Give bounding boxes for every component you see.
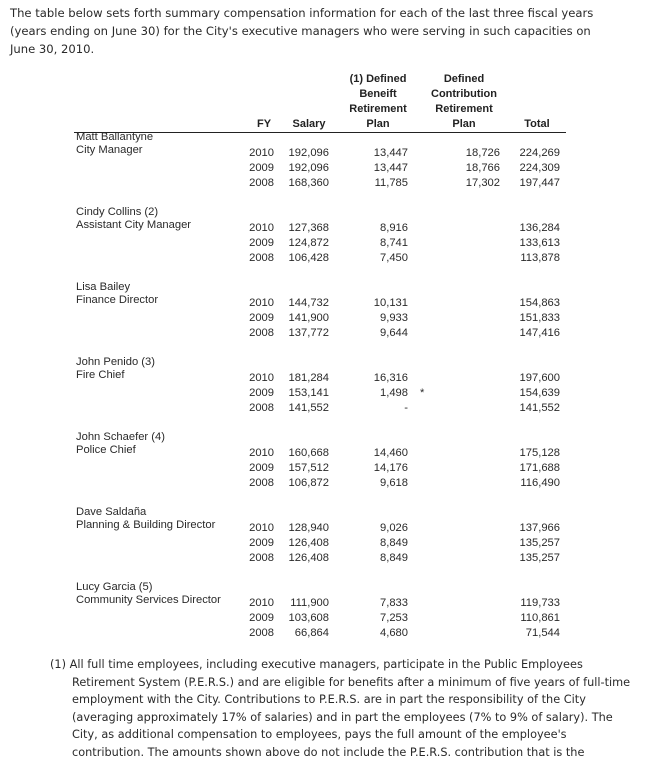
header-defined-benefit-line: Beneift: [359, 88, 397, 100]
fy-cell: 2009: [249, 237, 274, 249]
fy-cell: 2010: [249, 372, 274, 384]
executive-name: Matt Ballantyne: [76, 131, 154, 143]
salary-cell: 111,900: [290, 597, 329, 609]
total-cell: 197,600: [519, 372, 560, 384]
fy-cell: 2008: [249, 327, 274, 339]
executive-block: [0, 281, 652, 347]
salary-cell: 144,732: [288, 297, 329, 309]
salary-cell: 141,900: [288, 312, 329, 324]
fy-cell: 2010: [249, 147, 274, 159]
defined-contribution-cell: 18,726: [465, 147, 500, 159]
defined-benefit-cell: 7,253: [380, 612, 408, 624]
total-cell: 154,863: [519, 297, 560, 309]
defined-benefit-cell: 8,849: [380, 552, 408, 564]
executive-name: Lucy Garcia (5): [76, 581, 153, 593]
fy-cell: 2010: [249, 597, 274, 609]
salary-cell: 106,872: [288, 477, 329, 489]
table-row: [0, 311, 652, 326]
table-row: [0, 236, 652, 251]
salary-cell: 106,428: [288, 252, 329, 264]
executive-block: [0, 581, 652, 647]
total-cell: 175,128: [519, 447, 560, 459]
executive-title: Assistant City Manager: [76, 219, 192, 231]
header-total: Total: [524, 118, 550, 130]
total-cell: 136,284: [519, 222, 560, 234]
defined-benefit-cell: 7,833: [380, 597, 408, 609]
fy-cell: 2010: [249, 222, 274, 234]
salary-cell: 141,552: [288, 402, 329, 414]
footnote: (1) All full time employees, including executive managers, participate in the Public Employees Retirement System (P.E.R.S.) and are eligible for benefits after a minimum of five years of full-time employment with the City. Contributions to P.E.R.S. are in part the responsibility of the City (averaging approximately 17% of salaries) and in part the employees (7% to 9% of salary). The City, as additional compensation to employees, pays the full amount of the employee's contribution. The amounts shown above do not include the P.E.R.S. contribution that is the: [50, 658, 631, 759]
total-cell: 141,552: [519, 402, 560, 414]
executive-title: City Manager: [76, 144, 143, 156]
table-row: [0, 596, 652, 611]
defined-contribution-cell: 17,302: [465, 177, 500, 189]
defined-benefit-cell: 14,460: [373, 447, 408, 459]
total-cell: 110,861: [520, 612, 560, 624]
total-cell: 224,269: [519, 147, 560, 159]
total-cell: 133,613: [519, 237, 560, 249]
defined-benefit-cell: 16,316: [373, 372, 408, 384]
table-row: [0, 326, 652, 341]
salary-cell: 137,772: [288, 327, 329, 339]
total-cell: 116,490: [520, 477, 560, 489]
fy-cell: 2009: [249, 462, 274, 474]
header-salary: Salary: [292, 118, 326, 130]
executive-name: Lisa Bailey: [76, 281, 131, 293]
defined-benefit-cell: 1,498: [380, 387, 408, 399]
defined-benefit-cell: 9,933: [380, 312, 408, 324]
executive-title: Police Chief: [76, 444, 136, 456]
executive-name: John Schaefer (4): [76, 431, 165, 443]
executive-block: [0, 206, 652, 272]
executive-name: John Penido (3): [76, 356, 155, 368]
total-cell: 71,544: [525, 627, 560, 639]
salary-cell: 124,872: [288, 237, 329, 249]
table-row: [0, 536, 652, 551]
table-row: [0, 296, 652, 311]
fy-cell: 2008: [249, 552, 274, 564]
defined-contribution-cell: 18,766: [465, 162, 500, 174]
total-cell: 147,416: [519, 327, 560, 339]
salary-cell: 181,284: [288, 372, 329, 384]
table-row: [0, 176, 652, 191]
total-cell: 135,257: [519, 552, 560, 564]
executive-block: [0, 506, 652, 572]
total-cell: 151,833: [519, 312, 560, 324]
salary-cell: 192,096: [288, 162, 329, 174]
total-cell: 154,639: [519, 387, 560, 399]
fy-cell: 2008: [249, 402, 274, 414]
defined-benefit-cell: 13,447: [373, 162, 408, 174]
defined-benefit-cell: 10,131: [373, 297, 408, 309]
header-defined-contribution-line: Plan: [452, 118, 476, 130]
header-defined-contribution: [418, 72, 510, 132]
table-row: [0, 551, 652, 566]
table-row: [0, 446, 652, 461]
header-defined-benefit-line: Plan: [366, 118, 390, 130]
fy-cell: 2009: [249, 312, 274, 324]
executive-title: Fire Chief: [76, 369, 125, 381]
asterisk-mark: *: [420, 387, 425, 399]
defined-benefit-cell: 9,026: [380, 522, 408, 534]
salary-cell: 168,360: [288, 177, 329, 189]
table-row: [0, 461, 652, 476]
header-defined-benefit: [338, 72, 418, 132]
table-row: [0, 161, 652, 176]
fy-cell: 2009: [249, 612, 274, 624]
executive-title: Community Services Director: [76, 594, 221, 606]
fy-cell: 2008: [249, 252, 274, 264]
salary-cell: 128,940: [288, 522, 329, 534]
salary-cell: 103,608: [288, 612, 329, 624]
executive-block: [0, 356, 652, 422]
salary-cell: 127,368: [288, 222, 329, 234]
header-defined-contribution-line: Retirement: [435, 103, 493, 115]
table-row: [0, 146, 652, 161]
fy-cell: 2010: [249, 522, 274, 534]
defined-benefit-cell: 11,785: [374, 177, 408, 189]
table-row: [0, 371, 652, 386]
defined-benefit-cell: 9,618: [380, 477, 408, 489]
header-defined-contribution-line: Defined: [443, 73, 485, 85]
defined-benefit-cell: 8,916: [380, 222, 408, 234]
salary-cell: 66,864: [294, 627, 329, 639]
fy-cell: 2009: [249, 162, 274, 174]
defined-benefit-cell: 8,849: [380, 537, 408, 549]
executive-block: [0, 131, 652, 197]
salary-cell: 160,668: [288, 447, 329, 459]
defined-benefit-cell: -: [404, 402, 408, 414]
salary-cell: 126,408: [288, 537, 329, 549]
defined-benefit-cell: 8,741: [380, 237, 408, 249]
total-cell: 171,688: [519, 462, 560, 474]
fy-cell: 2008: [249, 477, 274, 489]
executive-title: Planning & Building Director: [76, 519, 216, 531]
table-row: [0, 386, 652, 401]
total-cell: 197,447: [519, 177, 560, 189]
table-row: [0, 251, 652, 266]
defined-benefit-cell: 14,176: [373, 462, 408, 474]
header-fy: FY: [256, 118, 272, 130]
defined-benefit-cell: 4,680: [380, 627, 408, 639]
total-cell: 135,257: [519, 537, 560, 549]
table-row: [0, 626, 652, 641]
table-row: [0, 476, 652, 491]
table-row: [0, 521, 652, 536]
executive-name: Dave Saldaña: [76, 506, 147, 518]
salary-cell: 157,512: [288, 462, 329, 474]
salary-cell: 153,141: [288, 387, 329, 399]
total-cell: 119,733: [520, 597, 560, 609]
executive-name: Cindy Collins (2): [76, 206, 159, 218]
executive-block: [0, 431, 652, 497]
defined-benefit-cell: 9,644: [380, 327, 408, 339]
table-row: [0, 401, 652, 416]
total-cell: 113,878: [520, 252, 560, 264]
defined-benefit-cell: 7,450: [380, 252, 408, 264]
salary-cell: 192,096: [288, 147, 329, 159]
fy-cell: 2009: [249, 537, 274, 549]
table-row: [0, 221, 652, 236]
header-defined-contribution-line: Contribution: [431, 88, 497, 100]
defined-benefit-cell: 13,447: [373, 147, 408, 159]
fy-cell: 2008: [249, 627, 274, 639]
header-defined-benefit-line: Retirement: [349, 103, 407, 115]
fy-cell: 2008: [249, 177, 274, 189]
fy-cell: 2010: [249, 297, 274, 309]
fy-cell: 2010: [249, 447, 274, 459]
intro-paragraph: The table below sets forth summary compensation information for each of the last three fiscal years (years ending on June 30) for the City's executive managers who were serving in such capacities on June 30, 2010.: [10, 6, 594, 56]
fy-cell: 2009: [249, 387, 274, 399]
total-cell: 137,966: [519, 522, 560, 534]
table-row: [0, 611, 652, 626]
total-cell: 224,309: [519, 162, 560, 174]
header-defined-benefit-line: (1) Defined: [349, 73, 407, 85]
salary-cell: 126,408: [288, 552, 329, 564]
executive-title: Finance Director: [76, 294, 159, 306]
